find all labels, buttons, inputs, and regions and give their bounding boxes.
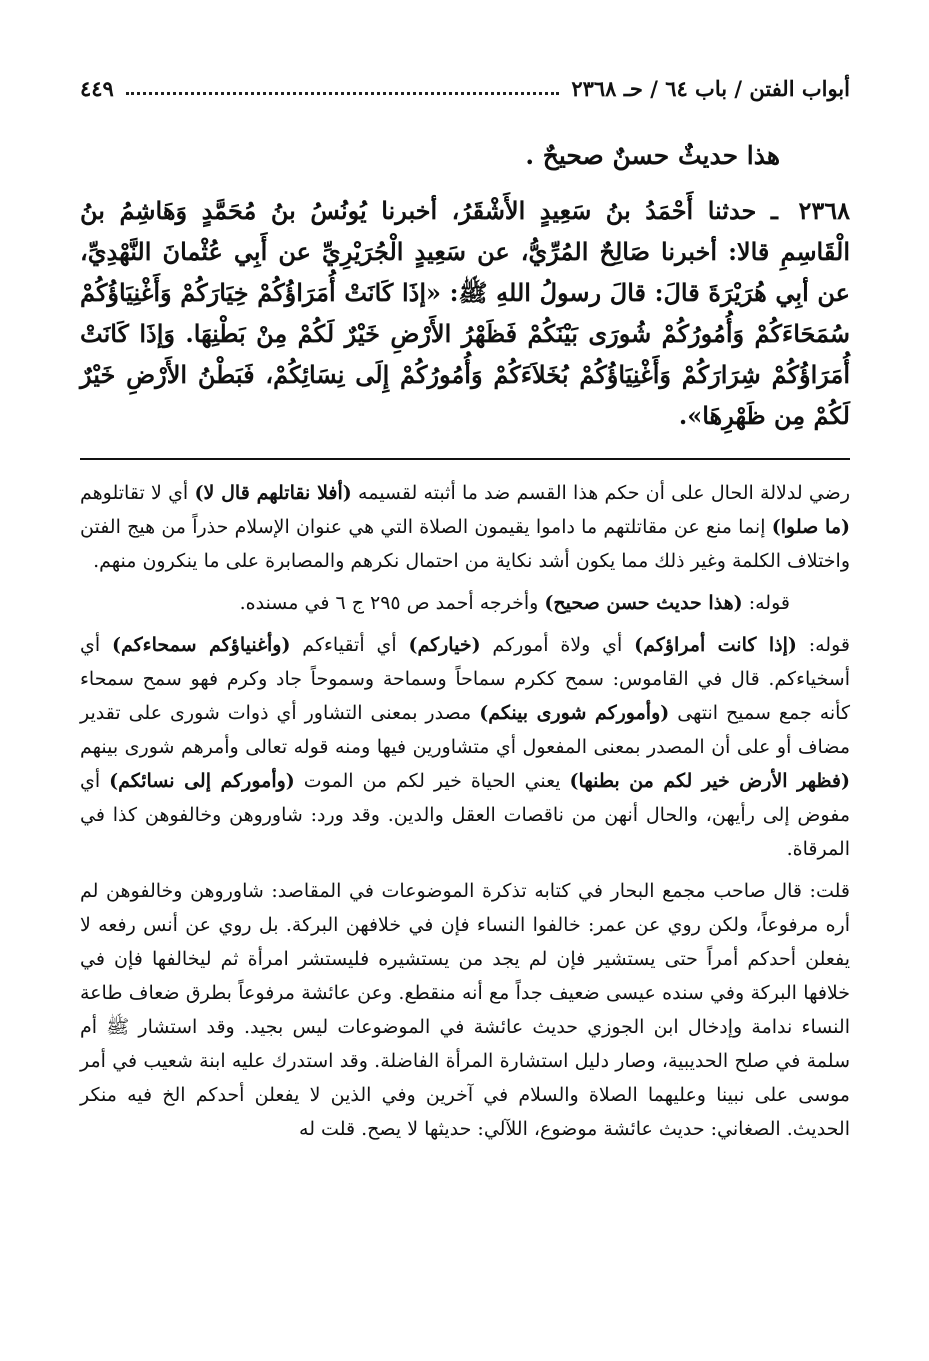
commentary-paragraph — [80, 476, 850, 578]
commentary-block — [80, 476, 850, 1146]
commentary-paragraph — [80, 628, 850, 866]
hadith-body: ـ حدثنا أَحْمَدُ بنُ سَعِيدٍ الأَشْقَرُ، أخبرنا يُونُسُ بنُ مُحَمَّدٍ وَهَاشِمُ بنُ الْقَاسِمِ قالا: أخبرنا صَالِحٌ المُرِّيُّ، عن سَعِيدٍ الْجُرَيْرِيِّ عن أَبِي عُثْمانَ النَّهْدِيِّ، عن أبِي هُرَيْرَةَ قالَ: قالَ رسولُ اللهِ ﷺ: «إذَا كَانَتْ أُمَرَاؤُكُمْ خِيَارَكُمْ وَأَغْنِيَاؤُكُمْ سُمَحَاءَكُمْ وَأُمُورُكُمْ شُورَى بَيْنَكُمْ فَظَهْرُ الأَرْضِ خَيْرٌ لَكُمْ مِنْ بَطْنِهَا. وَإذَا كَانَتْ أُمَرَاؤُكُمْ شِرَارَكُمْ وَأَغْنِيَاؤُكُمْ بُخَلاَءَكُمْ وَأُمُورُكُمْ إِلَى نِسَائِكُمْ، فَبَطْنُ الأَرْضِ خَيْرٌ لَكُمْ مِن ظَهْرِهَا». — [80, 196, 851, 430]
running-header — [80, 68, 850, 108]
commentary-quote: (أفلا نقاتلهم قال لا) — [194, 482, 352, 504]
commentary-quote: (خياركم) — [408, 634, 481, 656]
leader-dots — [126, 92, 559, 95]
chapter-title: أبواب الفتن / باب ٦٤ / حـ ٢٣٦٨ — [571, 75, 850, 101]
hadith-verdict: هذا حديثٌ حسنٌ صحيحٌ . — [525, 141, 780, 170]
commentary-quote: (وأغنياؤكم سمحاءكم) — [111, 634, 291, 656]
commentary-text: أي لا تقاتلوهم — [80, 482, 195, 504]
commentary-text: أي ولاة أموركم — [480, 634, 635, 656]
commentary-text: أي أسخياءكم. قال في القاموس: سمح ككرم سماحاً وسماحة وسموحاً جاد وكرم فهو سمح سمحاء كأنه جمع سميح انتهى — [80, 634, 851, 724]
page-number: ٤٤٩ — [80, 75, 114, 101]
commentary-paragraph — [80, 586, 850, 620]
book-page — [80, 68, 850, 1328]
commentary-text: وأخرجه أحمد ص ٢٩٥ ج ٦ في مسنده. — [239, 592, 545, 614]
commentary-paragraph — [80, 874, 850, 1146]
commentary-quote: (وأموركم إلى نسائكم) — [109, 770, 295, 792]
commentary-text: أي أتقياءكم — [290, 634, 409, 656]
commentary-quote: (فظهر الأرض خير لكم من بطنها) — [569, 770, 850, 792]
commentary-text: قلت: قال صاحب مجمع البحار في كتابه تذكرة الموضوعات في المقاصد: شاوروهن وخالفوهن لم أره مرفوعاً، ولكن روي عن عمر: خالفوا النساء فإن في خلافهن البركة. بل روي عن أنس رفعه لا يفعلن أحدكم أمراً حتى يستشير فإن لم يجد من يستشيره فليستشر امرأة ثم ليخالفها فإن في خلافها البركة وفي سنده عيسى ضعيف جداً مع أنه منقطع. وعن عائشة مرفوعاً بطرق ضعاف طاعة النساء ندامة وإدخال ابن الجوزي حديث عائشة في الموضوعات ليس بجيد. وقد استشار ﷺ أم سلمة في صلح الحديبية، وصار دليل استشارة المرأة الفاضلة. وقد استدرك عليه ابنة شعيب في أمر موسى على نبينا وعليهما الصلاة والسلام في آخرين وفي الذين لا يفعلن أحدكم الخ فيه منكر الحديث. الصغاني: حديث عائشة موضوع، اللآلي: حديثها لا يصح. قلت له — [80, 880, 850, 1140]
commentary-quote: (ما صلوا) — [771, 516, 850, 538]
commentary-text: إنما منع عن مقاتلتهم ما داموا يقيمون الصلاة التي هي عنوان الإسلام حذراً من هيج الفتن واختلاف الكلمة وغير ذلك مما يكون أشد نكاية من احتمال نكرهم والمصابرة على ما ينكرون منهم. — [80, 516, 850, 572]
commentary-quote: (إذا كانت أمراؤكم) — [634, 634, 797, 656]
hadith-number: ٢٣٦٨ — [798, 196, 850, 225]
hadith-text-block — [80, 190, 850, 436]
separator-rule — [80, 458, 850, 460]
commentary-text: مصدر بمعنى التشاور أي ذوات شورى على تقدير مضاف أو على أن المصدر بمعنى المفعول أي متشاورين فيها ومنه قوله تعالى وأمرهم شورى بينهم — [80, 702, 850, 758]
commentary-quote: (وأموركم شورى بينكم) — [479, 702, 670, 724]
commentary-text: رضي لدلالة الحال على أن حكم هذا القسم ضد ما أثبته لقسيمه — [351, 482, 850, 504]
commentary-text: قوله: — [742, 592, 790, 614]
commentary-text: قوله: — [796, 634, 850, 656]
commentary-text: يعني الحياة خير لكم من الموت — [294, 770, 570, 792]
commentary-text: أي مفوض إلى رأيهن، والحال أنهن من ناقصات العقل والدين. وقد ورد: شاوروهن وخالفوهن كذا في المرقاة. — [80, 770, 850, 860]
commentary-quote: (هذا حديث حسن صحيح) — [544, 592, 743, 614]
